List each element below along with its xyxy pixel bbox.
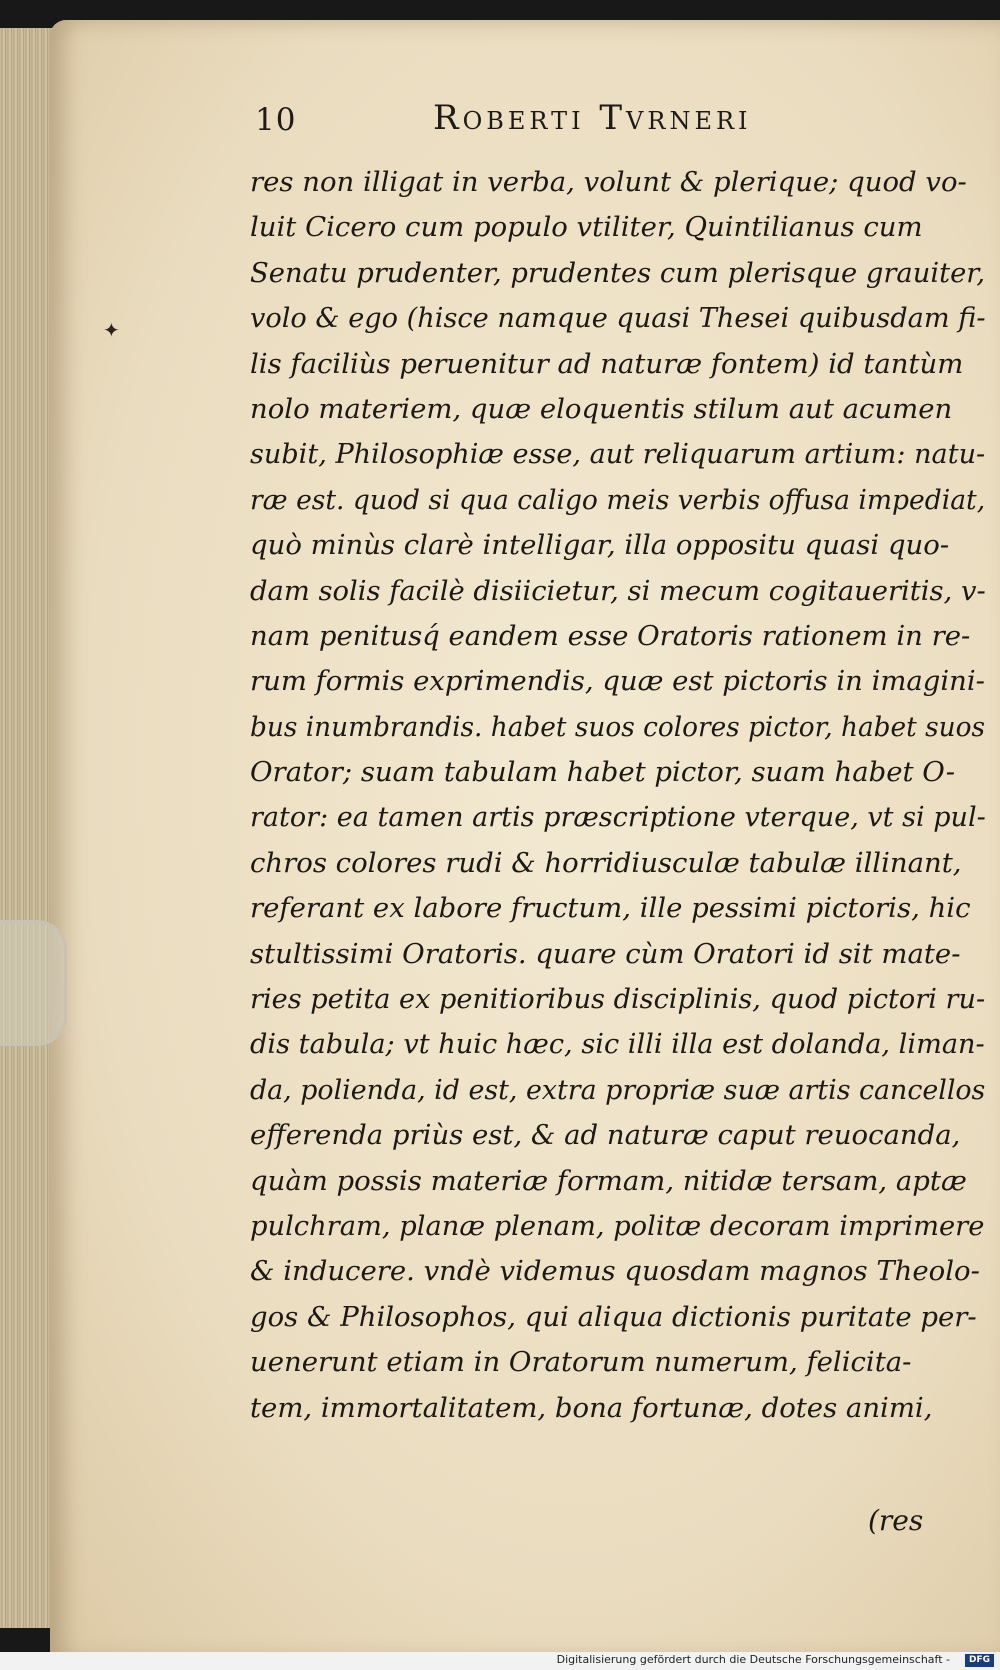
text-line: ries petita ex penitioribus disciplinis, quod pictori ru- bbox=[250, 983, 986, 1016]
text-line: chros colores rudi & horridiusculæ tabulæ illinant, bbox=[250, 846, 962, 879]
text-line: rum formis exprimendis, quæ est pictoris in imagini- bbox=[250, 665, 985, 698]
text-line: subit, Philosophiæ esse, aut reliquarum artium: natu- bbox=[250, 438, 986, 471]
text-line: efferenda priùs est, & ad naturæ caput reuocanda, bbox=[250, 1119, 961, 1152]
text-line: nam penitusq́ eandem esse Oratoris rationem in re- bbox=[250, 619, 971, 652]
body-text bbox=[250, 160, 990, 1431]
catchword: (res bbox=[868, 1504, 924, 1537]
text-line: Senatu prudenter, prudentes cum plerisque grauiter, bbox=[250, 256, 986, 289]
footer-credit: Digitalisierung gefördert durch die Deutsche Forschungsgemeinschaft - bbox=[556, 1653, 950, 1666]
text-line: uenerunt etiam in Oratorum numerum, felicita- bbox=[250, 1346, 912, 1379]
text-line: quò minùs clarè intelligar, illa oppositu quasi quo- bbox=[250, 529, 950, 562]
text-line: luit Cicero cum populo vtiliter, Quintilianus cum bbox=[250, 211, 923, 244]
text-line: da, polienda, id est, extra propriæ suæ artis cancellos bbox=[250, 1073, 986, 1106]
text-line: res non illigat in verba, volunt & plerique; quod vo- bbox=[250, 166, 967, 198]
text-line: quàm possis materiæ formam, nitidæ tersam, aptæ bbox=[250, 1164, 967, 1197]
running-head bbox=[255, 98, 975, 142]
text-line: rator: ea tamen artis præscriptione vterque, vt si pul- bbox=[250, 801, 986, 834]
text-line: volo & ego (hisce namque quasi Thesei quibusdam fi- bbox=[250, 302, 986, 335]
text-line: stultissimi Oratoris. quare cùm Oratori id sit mate- bbox=[250, 937, 961, 970]
text-line: lis faciliùs peruenitur ad naturæ fontem) id tantùm bbox=[250, 347, 964, 380]
dfg-logo: DFG bbox=[965, 1654, 994, 1667]
text-line: ræ est. quod si qua caligo meis verbis offusa impediat, bbox=[250, 483, 986, 516]
text-line: & inducere. vndè videmus quosdam magnos Theolo- bbox=[250, 1255, 980, 1288]
text-line: nolo materiem, quæ eloquentis stilum aut acumen bbox=[250, 392, 953, 425]
text-line: gos & Philosophos, qui aliqua dictionis puritate per- bbox=[250, 1300, 977, 1333]
text-line: tem, immortalitatem, bona fortunæ, dotes animi, bbox=[250, 1391, 933, 1424]
text-line: referant ex labore fructum, ille pessimi pictoris, hic bbox=[250, 892, 971, 925]
page-number: 10 bbox=[255, 102, 297, 138]
text-line: dis tabula; vt huic hæc, sic illi illa est dolanda, liman- bbox=[250, 1028, 985, 1061]
text-line: pulchram, planæ plenam, politæ decoram imprimere bbox=[250, 1209, 985, 1242]
text-line: dam solis facilè disiicietur, si mecum cogitaueritis, v- bbox=[250, 574, 986, 607]
margin-mark-icon: ✦ bbox=[103, 318, 120, 342]
book-clasp bbox=[0, 920, 67, 1046]
running-title: Roberti Tvrneri bbox=[433, 98, 752, 138]
text-line: Orator; suam tabulam habet pictor, suam habet O- bbox=[250, 756, 956, 789]
text-line: bus inumbrandis. habet suos colores pictor, habet suos bbox=[250, 710, 985, 743]
